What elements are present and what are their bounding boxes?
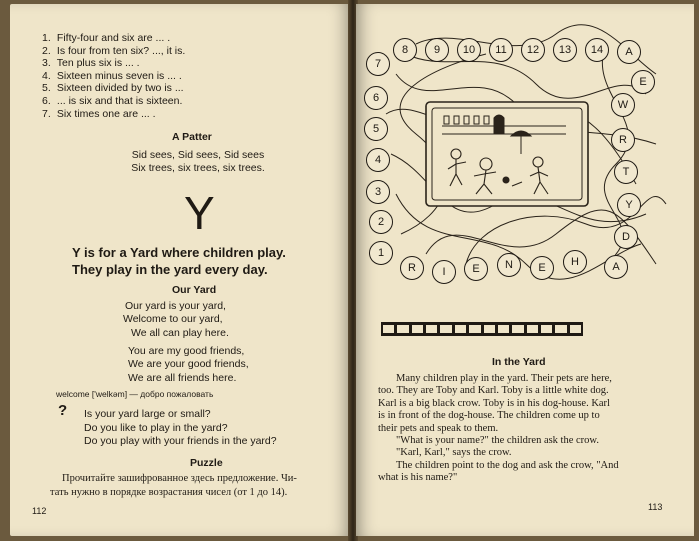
maze-number-3: 3 [366,180,390,204]
maze-number-1: 1 [369,241,393,265]
patter-line: Six trees, six trees, six trees. [131,162,265,174]
maze-number-14: 14 [585,38,609,62]
maze-number-8: 8 [393,38,417,62]
maze-letter-y: Y [617,193,641,217]
answer-cell [484,325,495,333]
page-number-left: 112 [32,506,47,516]
maze-letter-r-bottom: R [400,256,424,280]
poem-line: We are your good friends, [128,358,249,371]
puzzle-title: Puzzle [190,457,223,469]
maze-number-6: 6 [364,86,388,110]
page-number-right: 113 [648,502,663,512]
maze-letter-r: R [611,128,635,152]
maze-number-13: 13 [553,38,577,62]
dialog-line: "Karl, Karl," says the crow. [396,447,512,459]
headline-line-2: They play in the yard every day. [72,262,268,277]
questions [84,408,277,449]
list-item: 5. Sixteen divided by two is ... [42,82,184,95]
story-dialog [378,435,619,485]
patter-line: Sid sees, Sid sees, Sid sees [131,149,265,161]
maze-number-9: 9 [425,38,449,62]
puzzle-instruction-line: Прочитайте зашифрованное здесь предложение. Чи- [62,473,297,484]
answer-cell [570,325,581,333]
maze-letter-a-bottom: A [604,255,628,279]
poem-line: We all can play here. [131,326,229,339]
poem-title: Our Yard [172,284,217,296]
story-line: is in front of the dog-house. The children come up to [378,410,600,422]
answer-cell [469,325,480,333]
maze-number-2: 2 [369,210,393,234]
list-item: 3. Ten plus six is ... . [42,57,140,70]
answer-cell [455,325,466,333]
exercise-list [42,32,185,120]
answer-boxes [381,322,583,336]
maze-letter-t: T [614,160,638,184]
maze-number-5: 5 [364,117,388,141]
answer-cell [541,325,552,333]
answer-cell [498,325,509,333]
patter-title: A Patter [172,131,212,143]
big-letter-y: Y [184,187,215,239]
answer-cell [397,325,408,333]
list-item: 7. Six times one are ... . [42,107,156,120]
section-title: In the Yard [492,356,546,368]
maze-letter-e-bottom-2: E [530,256,554,280]
poem-line: We are all friends here. [128,371,237,384]
maze-letter-i: I [432,260,456,284]
headline-line-1: Y is for a Yard where children play. [72,245,286,260]
list-item: 6. ... is six and that is sixteen. [42,94,183,107]
question-line: Is your yard large or small? [84,408,211,420]
dialog-line: "What is your name?" the children ask the crow. [396,435,599,446]
question-line: Do you like to play in the yard? [84,421,228,434]
poem-line: Our yard is your yard, [125,300,226,312]
list-item: 1. Fifty-four and six are ... . [42,32,171,44]
answer-cell [383,325,394,333]
story-line: their pets and speak to them. [378,422,499,434]
maze-number-10: 10 [457,38,481,62]
maze-letter-d: D [614,225,638,249]
story-line: too. They are Toby and Karl. Toby is a little white dog. [378,385,609,397]
maze-number-7: 7 [366,52,390,76]
maze-letter-e-bottom: E [464,257,488,281]
dialog-line: The children point to the dog and ask the crow, "And [396,459,619,471]
question-line: Do you play with your friends in the yard? [84,435,277,448]
maze-number-11: 11 [489,38,513,62]
answer-cell [412,325,423,333]
list-item: 2. Is four from ten six? ..., it is. [42,44,186,57]
poem-stanza-1 [125,300,229,340]
vocabulary-note: welcome ['welkəm] — добро пожаловать [56,389,214,399]
poem-line: Welcome to our yard, [123,313,223,326]
maze-letter-a-top: A [617,40,641,64]
maze-letter-h: H [563,250,587,274]
story-line: Karl is a big black crow. Toby is in his dog-house. Karl [378,397,610,409]
answer-cell [512,325,523,333]
answer-cell [527,325,538,333]
story-paragraph [378,373,612,435]
answer-cell [426,325,437,333]
maze-letter-e: E [631,70,655,94]
maze-number-12: 12 [521,38,545,62]
dialog-line: what is his name?" [378,472,458,484]
poem-stanza-2 [128,345,249,385]
question-mark-icon: ? [58,402,68,419]
answer-cell [440,325,451,333]
puzzle-instruction-line: тать нужно в порядке возрастания чисел (от 1 до 14). [50,487,288,498]
story-line: Many children play in the yard. Their pets are here, [396,373,612,384]
maze-letter-w: W [611,93,635,117]
poem-line: You are my good friends, [128,345,245,357]
answer-cell [555,325,566,333]
maze-letter-n: N [497,253,521,277]
maze-number-4: 4 [366,148,390,172]
list-item: 4. Sixteen minus seven is ... . [42,69,182,82]
